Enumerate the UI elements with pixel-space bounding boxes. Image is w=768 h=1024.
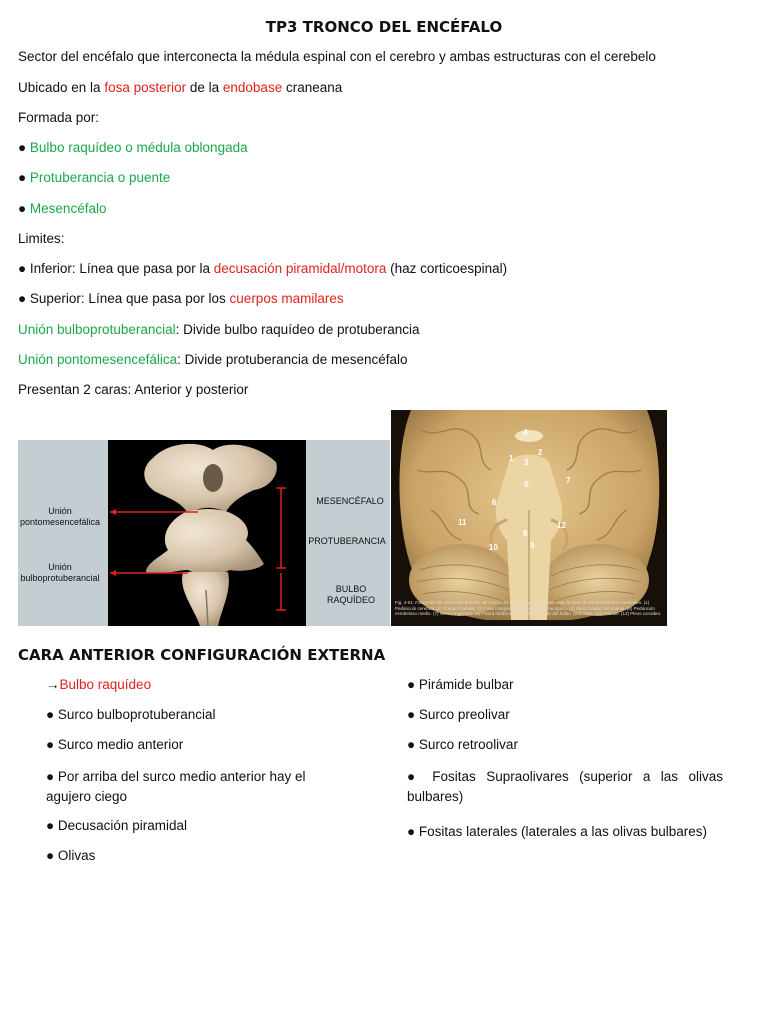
structure-number: 11 — [458, 518, 467, 527]
formed-by-label: Formada por: — [18, 110, 100, 125]
limit-inferior-post: (haz corticoespinal) — [386, 261, 508, 276]
location-fosa: fosa posterior — [104, 80, 187, 95]
intro-text: Sector del encéfalo que interconecta la médula espinal con el cerebro y ambas estructuras con el cerebelo — [18, 49, 656, 64]
formed-by-label-1: Bulbo raquídeo o médula oblongada — [29, 140, 248, 155]
structure-number: 6 — [492, 498, 497, 507]
formed-by-item — [18, 139, 248, 157]
label-protuberancia: PROTUBERANCIA — [308, 536, 386, 546]
right-list-item: ● Surco retroolivar — [407, 737, 518, 752]
left-list-item: ● Surco bulboprotuberancial — [46, 707, 216, 722]
left-list-item: ● Olivas — [46, 848, 96, 863]
brain-base-drawing — [391, 410, 667, 626]
bullet-glyph: ● — [18, 201, 27, 216]
right-list-item: ● Fositas laterales (laterales a las olivas bulbares) — [407, 824, 708, 839]
structure-number: 8 — [523, 529, 528, 538]
figure-caption: Fig. 4-01. Fotografía de una visión anterior del tronco del encéfalo y del cerebelo bajo la base de los hemisferios cerebrales. (1) Pedúnculo cerebral. (2) Cuerpo mamilar. (3) Fosa interpeduncular. (4) Quiasma óptico. (5) Surco basilar del puente. (6) Pedúnculo cerebeloso medio. (7) Nervio trigémino. (8) Fisura media anterior. (9) Pirámide del bulbo. (10) Oliva. (11) Flóculo. (12) Plexo coroideo. — [395, 600, 662, 616]
limit-inferior-highlight: decusación piramidal/motora — [213, 261, 387, 276]
left-list-item: ● Por arriba del surco medio anterior hay el agujero ciego — [46, 769, 306, 804]
structure-number: 4 — [523, 428, 528, 437]
page-title: TP3 TRONCO DEL ENCÉFALO — [265, 18, 503, 36]
limit-superior-highlight: cuerpos mamilares — [229, 291, 344, 306]
formed-by-item — [18, 169, 170, 187]
limit-superior — [18, 290, 344, 308]
limit-inferior — [18, 260, 507, 278]
label-union-bulboprotuberancial: Unión bulboprotuberancial — [20, 562, 100, 583]
left-list-first-label: Bulbo raquídeo — [59, 677, 152, 692]
union1-post: : Divide bulbo raquídeo de protuberancia — [175, 322, 420, 337]
formed-by-label-3: Mesencéfalo — [29, 201, 107, 216]
union1-highlight: Unión bulboprotuberancial — [18, 322, 176, 337]
location-line — [18, 79, 342, 97]
arrow-right-icon: → — [46, 677, 60, 692]
structure-number: 12 — [557, 521, 566, 530]
section-title: CARA ANTERIOR CONFIGURACIÓN EXTERNA — [18, 646, 386, 664]
location-mid: de la — [186, 80, 223, 95]
bullet-glyph: ● — [18, 170, 27, 185]
limits-label: Limites: — [18, 231, 65, 246]
union2-post: : Divide protuberancia de mesencéfalo — [177, 352, 408, 367]
brainstem-figure — [18, 440, 390, 626]
union-pontomesencefalica — [18, 351, 408, 369]
structure-number: 3 — [524, 458, 529, 467]
limit-inferior-pre: ● Inferior: Línea que pasa por la — [18, 261, 214, 276]
union2-highlight: Unión pontomesencefálica — [18, 352, 178, 367]
union-bulboprotuberancial — [18, 321, 420, 339]
brain-base-photo — [391, 410, 667, 626]
structure-number: 9 — [530, 541, 535, 550]
location-post: craneana — [282, 80, 343, 95]
label-union-pontomesencefalica: Unión pontomesencefálica — [19, 506, 101, 527]
formed-by-item — [18, 200, 106, 218]
left-list-first — [46, 676, 151, 694]
label-bulbo-raquideo: BULBO RAQUÍDEO — [326, 584, 375, 605]
limit-superior-pre: ● Superior: Línea que pasa por los — [18, 291, 230, 306]
structure-number: 7 — [566, 476, 571, 485]
structure-number: 10 — [489, 543, 498, 552]
faces-text: Presentan 2 caras: Anterior y posterior — [18, 382, 249, 397]
right-list-item: ● Fositas Supraolivares (superior a las olivas bulbares) — [407, 769, 723, 804]
bullet-glyph: ● — [18, 140, 27, 155]
left-list-item: ● Surco medio anterior — [46, 737, 184, 752]
label-mesencefalo: MESENCÉFALO — [316, 496, 384, 506]
right-list-item: ● Surco preolivar — [407, 707, 510, 722]
left-list-item: ● Decusación piramidal — [46, 818, 187, 833]
structure-number: 2 — [538, 448, 543, 457]
structure-number: 1 — [509, 454, 514, 463]
formed-by-label-2: Protuberancia o puente — [29, 170, 171, 185]
location-endobase: endobase — [222, 80, 283, 95]
structure-number: 5 — [524, 480, 529, 489]
right-list-item: ● Pirámide bulbar — [407, 677, 514, 692]
location-pre: Ubicado en la — [18, 80, 105, 95]
